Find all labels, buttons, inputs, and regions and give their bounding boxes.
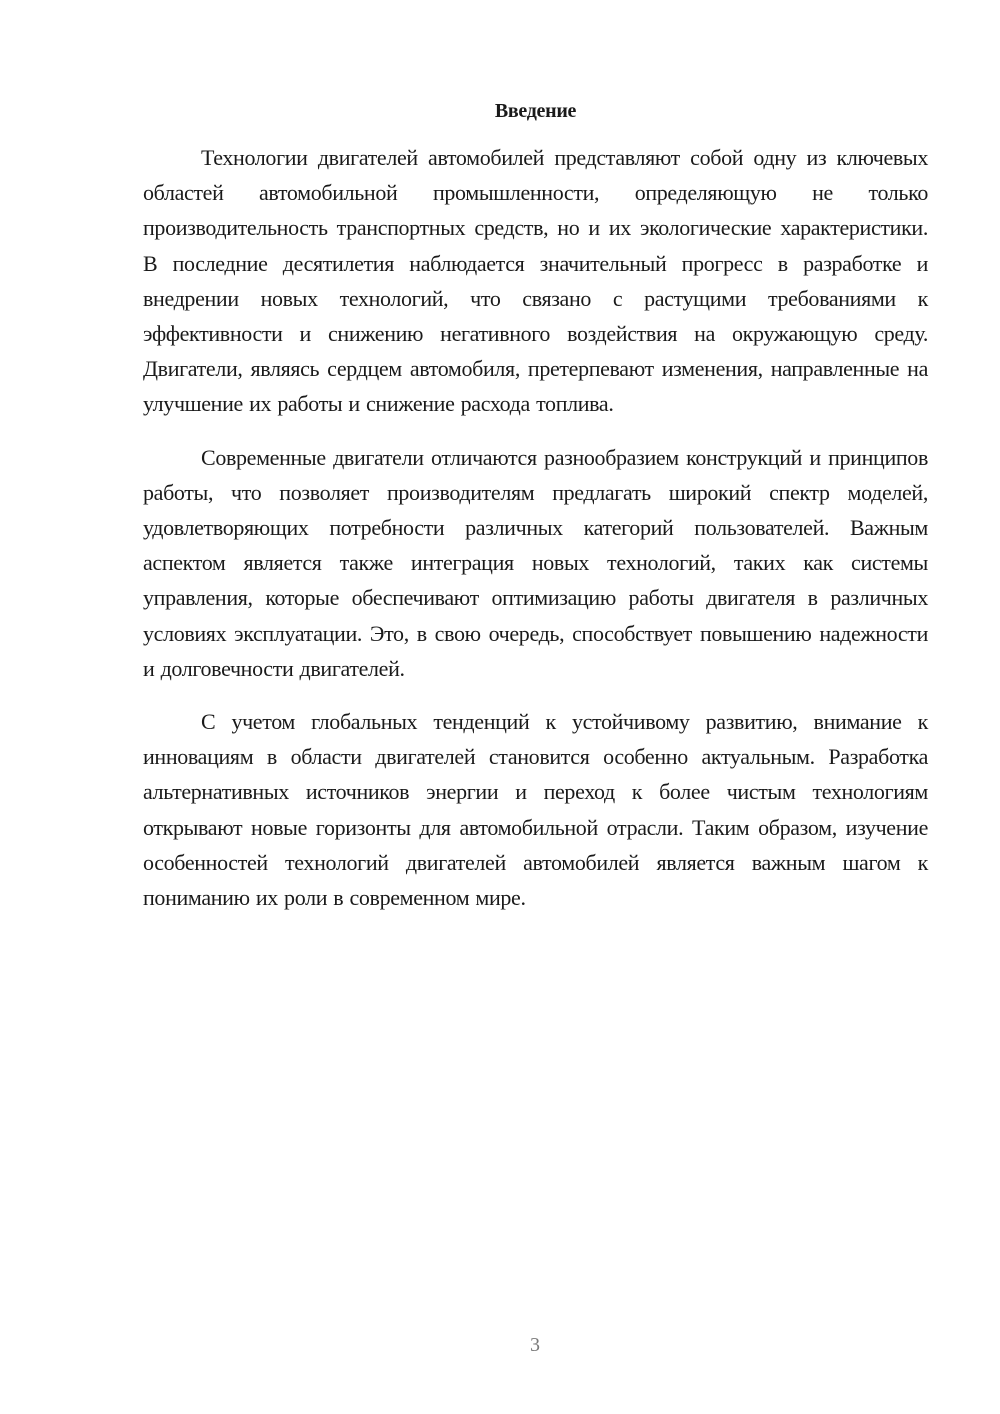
paragraph-2: Современные двигатели отличаются разнообразием конструкций и принципов работы, что позволяет производителям предлагать широкий спектр моделей, удовлетворяющих потребности различных категорий пользователей. Важным аспектом является также интеграция новых технологий, таких как системы управления, которые обеспечивают оптимизацию работы двигателя в различных условиях эксплуатации. Это, в свою очередь, способствует повышению надежности и долговечности двигателей. <box>143 444 928 681</box>
page-number: 3 <box>530 1334 540 1356</box>
page-content <box>143 96 928 933</box>
paragraph-1: Технологии двигателей автомобилей представляют собой одну из ключевых областей автомобильной промышленности, определяющую не только производительность транспортных средств, но и их экологические характеристики. В последние десятилетия наблюдается значительный прогресс в разработке и внедрении новых технологий, что связано с растущими требованиями к эффективности и снижению негативного воздействия на окружающую среду. Двигатели, являясь сердцем автомобиля, претерпевают изменения, направленные на улучшение их работы и снижение расхода топлива. <box>143 145 928 417</box>
section-title: Введение <box>494 100 577 122</box>
paragraph-3: С учетом глобальных тенденций к устойчивому развитию, внимание к инновациям в области двигателей становится особенно актуальным. Разработка альтернативных источников энергии и переход к более чистым технологиям открывают новые горизонты для автомобильной отрасли. Таким образом, изучение особенностей технологий двигателей автомобилей является важным шагом к пониманию их роли в современном мире. <box>143 709 928 911</box>
